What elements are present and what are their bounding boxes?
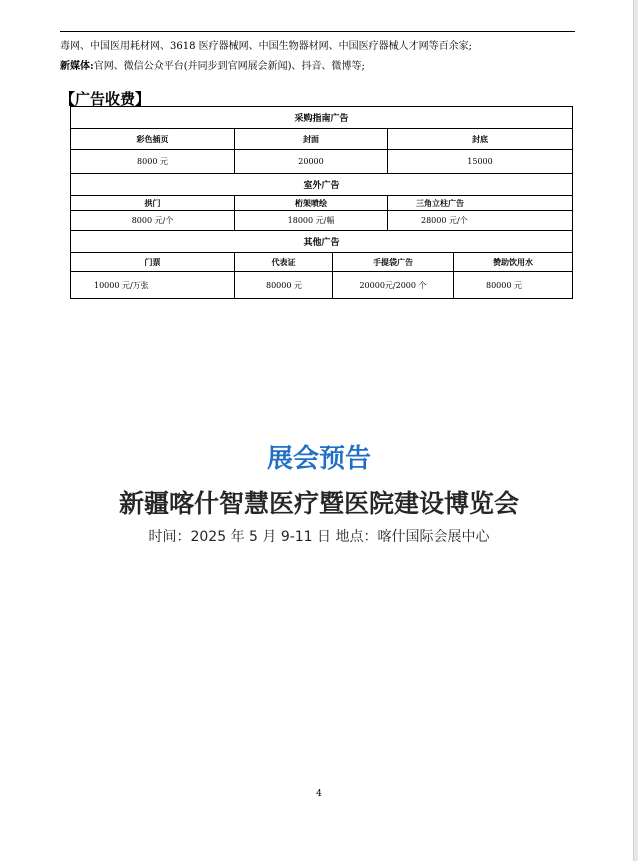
table-value-cell: 10000 元/万张 — [71, 272, 235, 299]
expo-preview-title: 展会预告 — [266, 444, 371, 474]
table-header-cell: 封底 — [388, 129, 573, 150]
table-value-cell: 20000元/2000 个 — [333, 272, 454, 299]
top-rule — [60, 31, 575, 32]
new-media-label: 新媒体: — [60, 61, 94, 72]
new-media-line — [60, 57, 365, 72]
table-value-cell: 28000 元/个 — [388, 211, 573, 231]
other-section-title: 其他广告 — [71, 231, 573, 253]
procurement-section-title: 采购指南广告 — [71, 107, 573, 129]
table-value-cell: 80000 元 — [454, 272, 573, 299]
table-header-cell: 手提袋广告 — [333, 253, 454, 272]
page-frame-edge — [633, 0, 638, 861]
ad-fee-table — [70, 106, 573, 299]
new-media-text: 官网、微信公众平台(并同步到官网展会新闻)、抖音、微博等; — [93, 61, 365, 72]
table-value-cell: 18000 元/幅 — [235, 211, 388, 231]
table-header-cell: 门票 — [71, 253, 235, 272]
table-header-cell: 代表证 — [235, 253, 333, 272]
table-header-cell: 桁架喷绘 — [235, 196, 388, 211]
ad-fee-heading: 【广告收费】 — [60, 90, 151, 108]
expo-time-location: 时间：2025 年 5 月 9-11 日 地点：喀什国际会展中心 — [148, 529, 490, 545]
outdoor-section-title: 室外广告 — [71, 174, 573, 196]
table-value-cell: 15000 — [388, 150, 573, 174]
table-value-cell: 8000 元 — [71, 150, 235, 174]
table-header-cell: 封面 — [235, 129, 388, 150]
partner-sites-text: 毒网、中国医用耗材网、3618 医疗器械网、中国生物器材网、中国医疗器械人才网等百余家; — [60, 41, 472, 52]
table-header-cell: 赞助饮用水 — [454, 253, 573, 272]
table-value-cell: 20000 — [235, 150, 388, 174]
expo-name: 新疆喀什智慧医疗暨医院建设博览会 — [118, 489, 519, 518]
table-value-cell: 8000 元/个 — [71, 211, 235, 231]
table-value-cell: 80000 元 — [235, 272, 333, 299]
table-header-cell: 彩色插页 — [71, 129, 235, 150]
table-header-cell: 拱门 — [71, 196, 235, 211]
page-number: 4 — [316, 789, 322, 799]
table-header-cell: 三角立柱广告 — [388, 196, 573, 211]
